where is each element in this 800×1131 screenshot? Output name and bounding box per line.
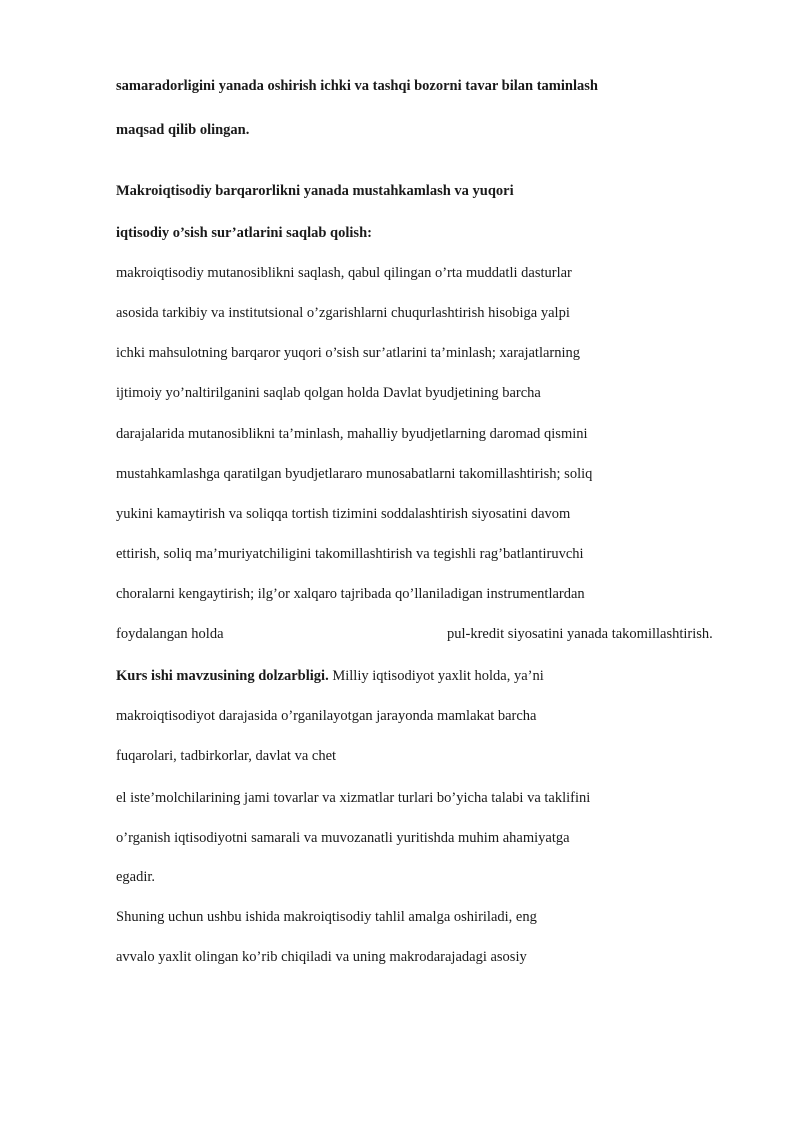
text-line: yukini kamaytirish va soliqqa tortish tizimini soddalashtirish siyosatini davom bbox=[116, 506, 571, 522]
topic-relevance-heading: Kurs ishi mavzusining dolzarbligi. bbox=[116, 668, 329, 684]
text-line: makroiqtisodiyot darajasida o’rganilayotgan jarayonda mamlakat barcha bbox=[116, 708, 537, 724]
text-line: mustahkamlashga qaratilgan byudjetlararo munosabatlarni takomillashtirish; soliq bbox=[116, 466, 593, 482]
text-line: darajalarida mutanosiblikni ta’minlash, mahalliy byudjetlarning daromad qismini bbox=[116, 426, 588, 442]
text-line: egadir. bbox=[116, 869, 156, 885]
text-line: choralarni kengaytirish; ilg’or xalqaro tajribada qo’llaniladigan instrumentlardan bbox=[116, 586, 585, 602]
text-span: Milliy iqtisodiyot yaxlit holda, ya’ni bbox=[332, 668, 544, 684]
text-line: fuqarolari, tadbirkorlar, davlat va chet bbox=[116, 748, 337, 764]
text-line bbox=[116, 667, 544, 685]
text-line: Shuning uchun ushbu ishida makroiqtisodiy tahlil amalga oshiriladi, eng bbox=[116, 909, 537, 925]
text-line: ichki mahsulotning barqaror yuqori o’sish sur’atlarini ta’minlash; xarajatlarning bbox=[116, 345, 581, 361]
text-line: el iste’molchilarining jami tovarlar va xizmatlar turlari bo’yicha talabi va taklifini bbox=[116, 790, 591, 806]
text-line: ettirish, soliq ma’muriyatchiligini takomillashtirish va tegishli rag’batlantiruvchi bbox=[116, 546, 584, 562]
text-line: samaradorligini yanada oshirish ichki va tashqi bozorni tavar bilan taminlash bbox=[116, 78, 598, 94]
section-heading: iqtisodiy o’sish sur’atlarini saqlab qolish: bbox=[116, 225, 372, 241]
text-line: foydalangan holda bbox=[116, 626, 224, 642]
text-line: makroiqtisodiy mutanosiblikni saqlash, qabul qilingan o’rta muddatli dasturlar bbox=[116, 265, 572, 281]
text-line: ijtimoiy yo’naltirilganini saqlab qolgan holda Davlat byudjetining barcha bbox=[116, 385, 541, 401]
section-heading: Makroiqtisodiy barqarorlikni yanada mustahkamlash va yuqori bbox=[116, 183, 514, 199]
text-line: asosida tarkibiy va institutsional o’zgarishlarni chuqurlashtirish hisobiga yalpi bbox=[116, 305, 570, 321]
text-line: maqsad qilib olingan. bbox=[116, 122, 250, 138]
text-line: avvalo yaxlit olingan ko’rib chiqiladi va uning makrodarajadagi asosiy bbox=[116, 949, 527, 965]
text-line: pul-kredit siyosatini yanada takomillashtirish. bbox=[447, 626, 713, 642]
text-line: o’rganish iqtisodiyotni samarali va muvozanatli yuritishda muhim ahamiyatga bbox=[116, 830, 570, 846]
